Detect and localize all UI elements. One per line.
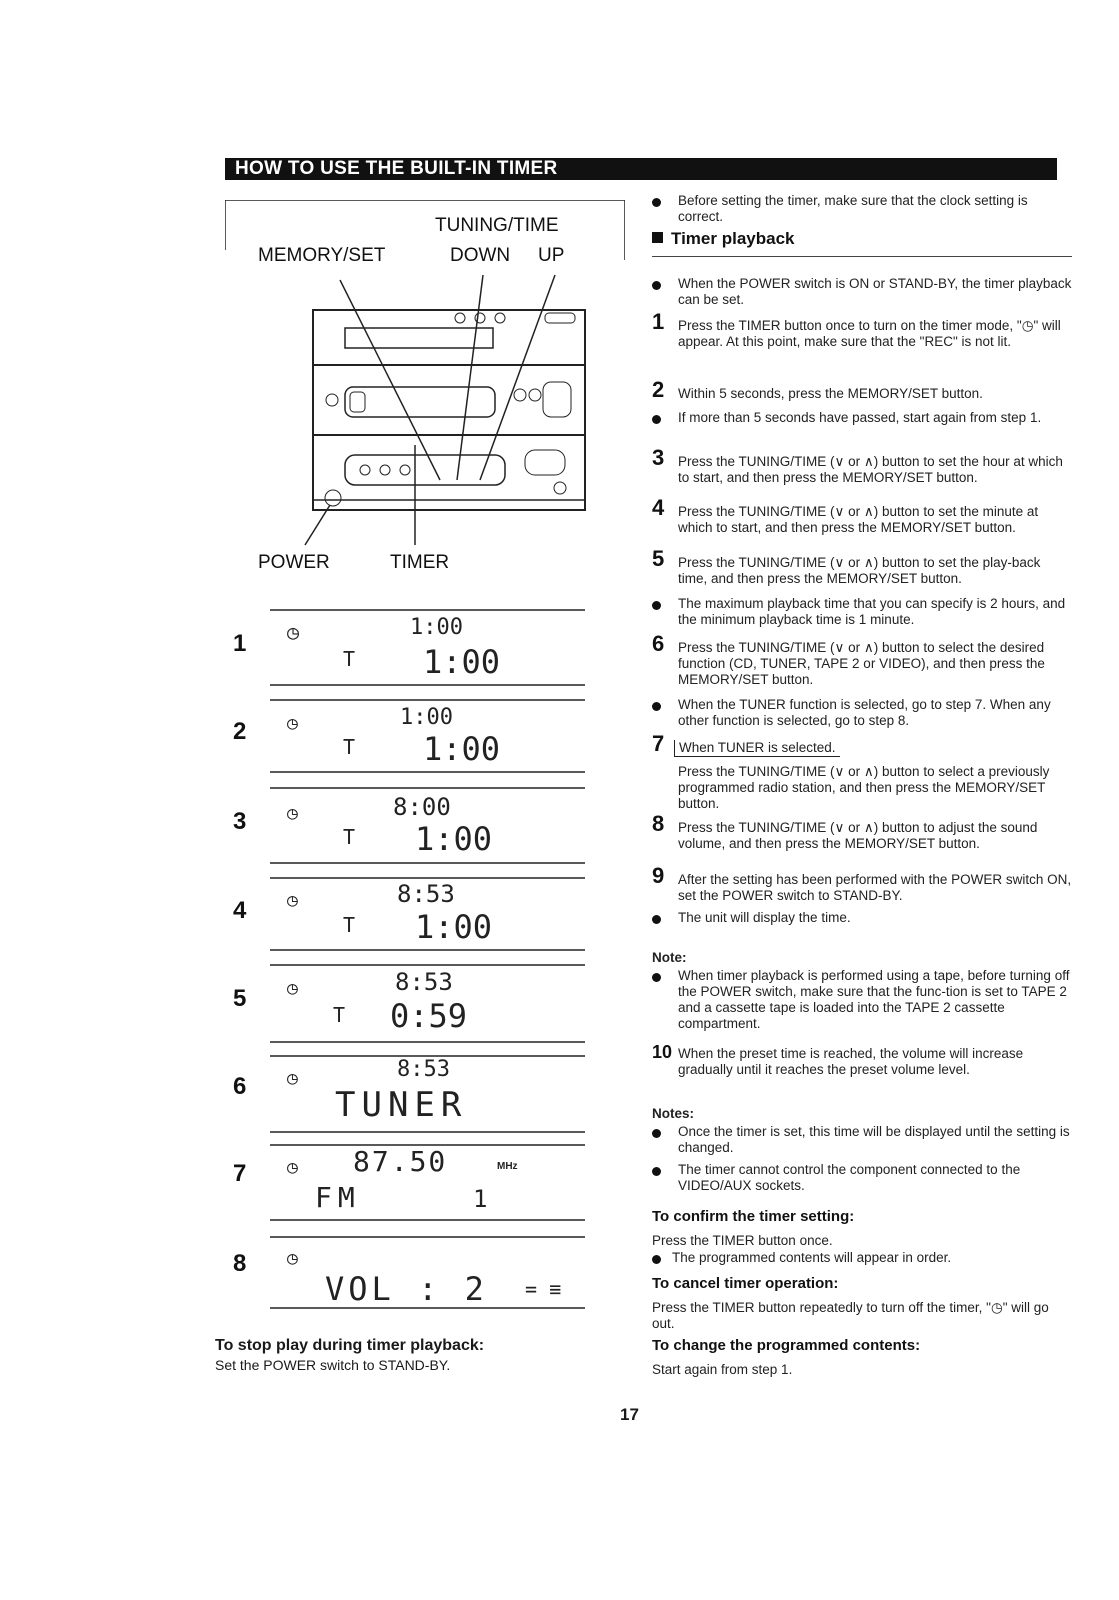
timer-t-indicator: T: [343, 825, 356, 849]
timer-t-indicator: T: [343, 647, 356, 671]
step-displays: [225, 605, 625, 1325]
step-number: 10: [652, 1042, 673, 1062]
step-number: 3: [652, 445, 665, 470]
notes-text: Once the timer is set, this time will be displayed until the setting is changed.: [678, 1124, 1070, 1155]
bullet-icon: [652, 198, 661, 207]
step-text: When the preset time is reached, the volume will increase gradually until it reaches the preset volume level.: [678, 1046, 1024, 1077]
step-text: Press the TUNING/TIME (∨ or ∧) button to adjust the sound volume, and then press the MEMORY/SET button.: [678, 820, 1038, 851]
lcd-bottom-value: 1:00: [415, 820, 493, 858]
lcd-bottom-value: 1:00: [423, 643, 501, 681]
step-number: 8: [233, 1250, 247, 1277]
lcd-bottom-value: 0:59: [390, 997, 468, 1035]
step-number: 1: [652, 309, 665, 334]
bullet-icon: [652, 1255, 661, 1264]
stop-text: Set the POWER switch to STAND-BY.: [215, 1357, 451, 1373]
step-subheading: When TUNER is selected.: [674, 740, 840, 757]
step-number: 4: [652, 495, 665, 520]
lcd-top-value: 8:53: [397, 1057, 450, 1082]
intro-text: Before setting the timer, make sure that the clock setting is correct.: [678, 193, 1028, 224]
note-title: Note:: [652, 950, 687, 965]
bullet-icon: [652, 915, 661, 924]
step-text: Press the TUNING/TIME (∨ or ∧) button to set the hour at which to start, and then press the MEMORY/SET button.: [678, 454, 1063, 485]
bullet-icon: [652, 415, 661, 424]
bullet-icon: [652, 973, 661, 982]
bullet-text: The unit will display the time.: [678, 910, 851, 925]
step-number: 6: [233, 1073, 247, 1100]
step-text: Press the TIMER button once to turn on the timer mode, "◷" will appear. At this point, make sure that the "REC" is not lit.: [678, 318, 1061, 349]
step-text: Within 5 seconds, press the MEMORY/SET button.: [678, 386, 983, 401]
lcd-top-value: 87.50: [353, 1145, 448, 1178]
clock-icon: ◷: [287, 1248, 298, 1269]
clock-icon: ◷: [287, 1068, 298, 1089]
bullet-icon: [652, 1167, 661, 1176]
step-number: 8: [652, 811, 665, 836]
lcd-bottom-value: 1:00: [415, 908, 493, 946]
down-label: DOWN: [450, 245, 511, 266]
step-number: 2: [233, 718, 247, 745]
step-number: 1: [233, 630, 247, 657]
power-label: POWER: [258, 552, 330, 573]
notes-text: The timer cannot control the component connected to the VIDEO/AUX sockets.: [678, 1162, 1021, 1193]
bullet-text: The programmed contents will appear in order.: [672, 1250, 952, 1265]
preset-number: 1: [473, 1185, 488, 1213]
bullet-icon: [652, 601, 661, 610]
step-number: 2: [652, 377, 665, 402]
unit-diagram: [225, 200, 625, 580]
step-text: Press the TUNING/TIME (∨ or ∧) button to set the play-back time, and then press the MEMORY/SET button.: [678, 555, 1041, 586]
step-number: 7: [233, 1160, 247, 1187]
clock-icon: ◷: [287, 803, 298, 824]
step-number: 3: [233, 808, 247, 835]
step-number: 5: [233, 985, 247, 1012]
clock-icon: ◷: [287, 1157, 298, 1178]
bullet-text: When the TUNER function is selected, go to step 7. When any other function is selected, go to step 8.: [678, 697, 1051, 728]
clock-icon: ◷: [287, 713, 298, 734]
lcd-top-value: 1:00: [400, 705, 453, 730]
frequency-unit: MHz: [497, 1161, 518, 1172]
bullet-text: If more than 5 seconds have passed, start again from step 1.: [678, 410, 1042, 425]
bullet-icon: [652, 1129, 661, 1138]
memory-set-label: MEMORY/SET: [258, 245, 386, 266]
section-heading: [652, 229, 794, 249]
section-header-bar: [225, 158, 1057, 180]
timer-label: TIMER: [390, 552, 450, 573]
bullet-icon: [652, 702, 661, 711]
confirm-text: Press the TIMER button once.: [652, 1233, 833, 1248]
step-number: 6: [652, 631, 665, 656]
square-bullet-icon: [652, 232, 663, 243]
lcd-top-value: 1:00: [410, 615, 463, 640]
lcd-top-value: 8:00: [393, 793, 451, 821]
step-number: 9: [652, 863, 665, 888]
step-text: Press the TUNING/TIME (∨ or ∧) button to set the minute at which to start, and then press the MEMORY/SET button.: [678, 504, 1039, 535]
cancel-heading: To cancel timer operation:: [652, 1275, 839, 1292]
change-heading: To change the programmed contents:: [652, 1337, 921, 1354]
tuning-time-label: TUNING/TIME: [435, 215, 559, 236]
change-text: Start again from step 1.: [652, 1362, 793, 1377]
bullet-text: The maximum playback time that you can specify is 2 hours, and the minimum playback time is 1 minute.: [678, 596, 1066, 627]
lcd-bottom-value: TUNER: [335, 1085, 468, 1125]
up-label: UP: [538, 245, 565, 266]
step-number: 7: [652, 731, 665, 756]
confirm-heading: To confirm the timer setting:: [652, 1208, 855, 1225]
clock-icon: ◷: [287, 620, 300, 644]
stop-title: To stop play during timer playback:: [215, 1337, 485, 1354]
section-title: HOW TO USE THE BUILT-IN TIMER: [235, 158, 558, 179]
volume-bars-icon: = ≡: [525, 1277, 562, 1301]
section-heading-text: Timer playback: [671, 229, 795, 248]
bullet-icon: [652, 281, 661, 290]
notes-title: Notes:: [652, 1106, 695, 1121]
clock-icon: ◷: [287, 890, 298, 911]
step-text: After the setting has been performed with the POWER switch ON, set the POWER switch to STAND-BY.: [678, 872, 1072, 903]
lcd-bottom-value: FM: [315, 1181, 361, 1214]
step-text: Press the TUNING/TIME (∨ or ∧) button to select a previously programmed radio station, and then press the MEMORY/SET button.: [678, 764, 1050, 811]
step-number: 4: [233, 897, 247, 924]
timer-t-indicator: T: [343, 913, 356, 937]
lcd-top-value: 8:53: [395, 968, 453, 996]
timer-t-indicator: T: [343, 735, 356, 759]
lcd-top-value: 8:53: [397, 880, 455, 908]
bullet-text: When the POWER switch is ON or STAND-BY, the timer playback can be set.: [678, 276, 1072, 307]
page-number: 17: [620, 1405, 639, 1424]
note-text: When timer playback is performed using a tape, before turning off the POWER switch, make sure that the func-tion is set to TAPE 2 and a cassette tape is loaded into the TAPE 2 cassette compartment.: [678, 968, 1070, 1031]
timer-t-indicator: T: [333, 1003, 346, 1027]
step-text: Press the TUNING/TIME (∨ or ∧) button to select the desired function (CD, TUNER, TAPE 2 or VIDEO), and then press the MEMORY/SET button.: [678, 640, 1045, 687]
step-number: 5: [652, 546, 665, 571]
lcd-bottom-value: 1:00: [423, 730, 501, 768]
cancel-text: Press the TIMER button repeatedly to turn off the timer, "◷" will go out.: [652, 1300, 1049, 1331]
section-rule: [652, 256, 1072, 257]
clock-icon: ◷: [287, 978, 298, 999]
lcd-bottom-value: VOL : 2: [325, 1270, 488, 1308]
